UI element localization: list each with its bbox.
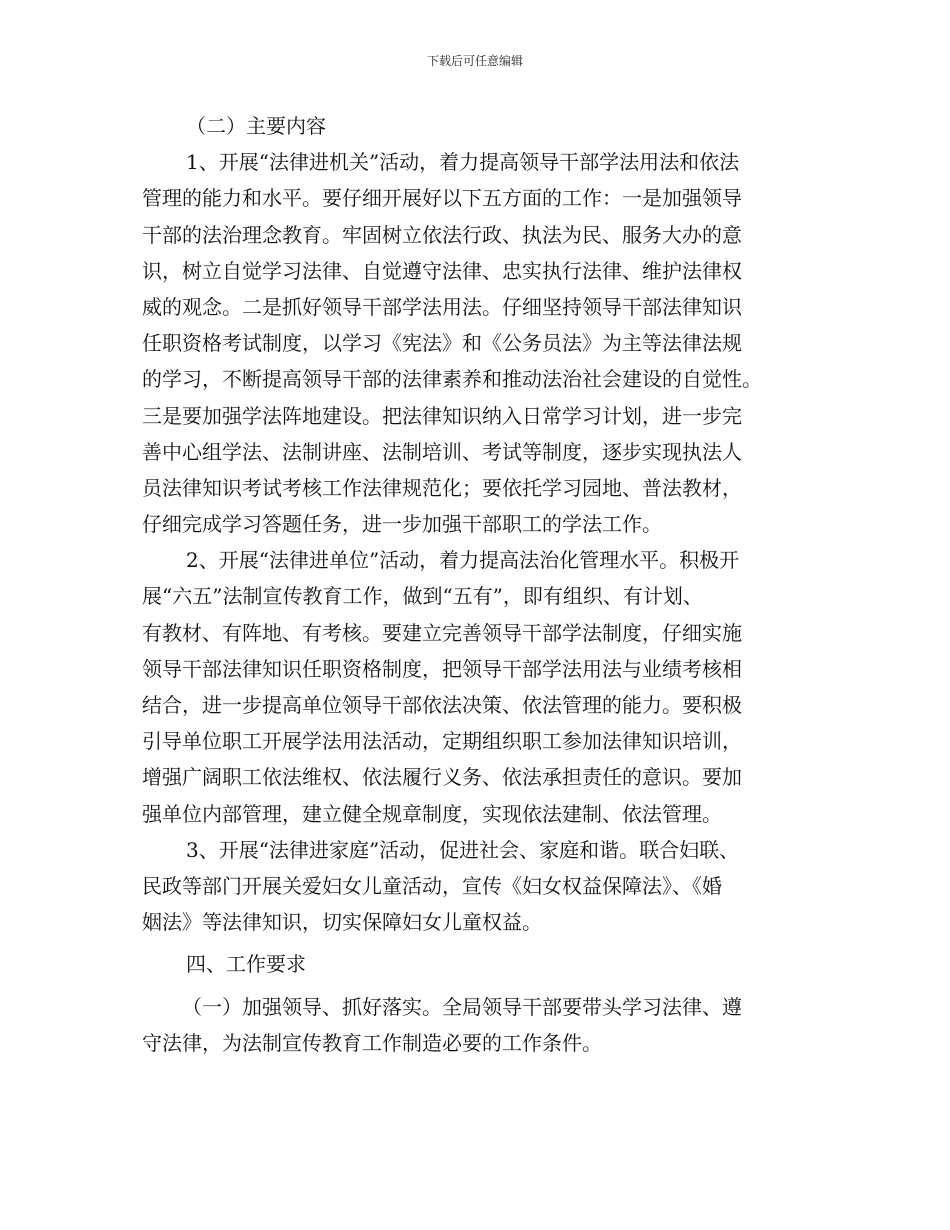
paragraph-line: 的学习，不断提高领导干部的法律素养和推动法治社会建设的自觉性。	[142, 367, 762, 392]
page-header-note: 下载后可任意编辑	[426, 54, 523, 68]
section-heading-main-content: （二）主要内容	[186, 114, 326, 138]
paragraph-line: 任职资格考试制度，以学习《宪法》和《公务员法》为主等法律法规	[142, 331, 742, 356]
paragraph-line: 强单位内部管理，建立健全规章制度，实现依法建制、依法管理。	[142, 801, 722, 826]
paragraph-line: 结合，进一步提高单位领导干部依法决策、依法管理的能力。要积极	[142, 693, 742, 717]
paragraph-line: 识，树立自觉学习法律、自觉遵守法律、忠实执行法律、维护法律权	[142, 258, 742, 283]
paragraph-line: 领导干部法律知识任职资格制度，把领导干部学法用法与业绩考核相	[142, 656, 742, 681]
section-heading-work-requirements: 四、工作要求	[186, 952, 306, 977]
paragraph-line: 守法律，为法制宣传教育工作制造必要的工作条件。	[142, 1030, 602, 1055]
paragraph-line: 威的观念。二是抓好领导干部学法用法。仔细坚持领导干部法律知识	[142, 294, 742, 319]
document-body	[142, 108, 810, 1061]
paragraph-line: 引导单位职工开展学法用法活动，定期组织职工参加法律知识培训，	[142, 729, 742, 754]
paragraph-line: 员法律知识考试考核工作法律规范化；要依托学习园地、普法教材，	[142, 475, 742, 500]
paragraph-line: 增强广阔职工依法维权、依法履行义务、依法承担责任的意识。要加	[142, 765, 742, 790]
paragraph-line: 管理的能力和水平。要仔细开展好以下五方面的工作：一是加强领导	[142, 186, 742, 211]
paragraph-line: 民政等部门开展关爱妇女儿童活动，宣传《妇女权益保障法》、《婚	[142, 873, 722, 898]
paragraph-line: 姻法》等法律知识，切实保障妇女儿童权益。	[142, 910, 542, 935]
paragraph-line: 展“六五”法制宣传教育工作，做到“五有”，即有组织、有计划、	[142, 584, 703, 609]
paragraph-line: 干部的法治理念教育。牢固树立依法行政、执法为民、服务大办的意	[142, 222, 742, 247]
paragraph-line: （一）加强领导、抓好落实。全局领导干部要带头学习法律、遵	[182, 994, 742, 1019]
paragraph-line: 2、开展“法律进单位”活动，着力提高法治化管理水平。积极开	[186, 548, 740, 573]
paragraph-line: 1、开展“法律进机关”活动，着力提高领导干部学法用法和依法	[186, 150, 740, 175]
paragraph-line: 善中心组学法、法制讲座、法制培训、考试等制度，逐步实现执法人	[142, 439, 742, 464]
paragraph-line: 三是要加强学法阵地建设。把法律知识纳入日常学习计划，进一步完	[142, 403, 742, 428]
paragraph-line: 仔细完成学习答题任务，进一步加强干部职工的学法工作。	[142, 512, 662, 537]
paragraph-line: 3、开展“法律进家庭”活动，促进社会、家庭和谐。联合妇联、	[186, 837, 740, 862]
paragraph-line: 有教材、有阵地、有考核。要建立完善领导干部学法制度，仔细实施	[142, 620, 742, 645]
